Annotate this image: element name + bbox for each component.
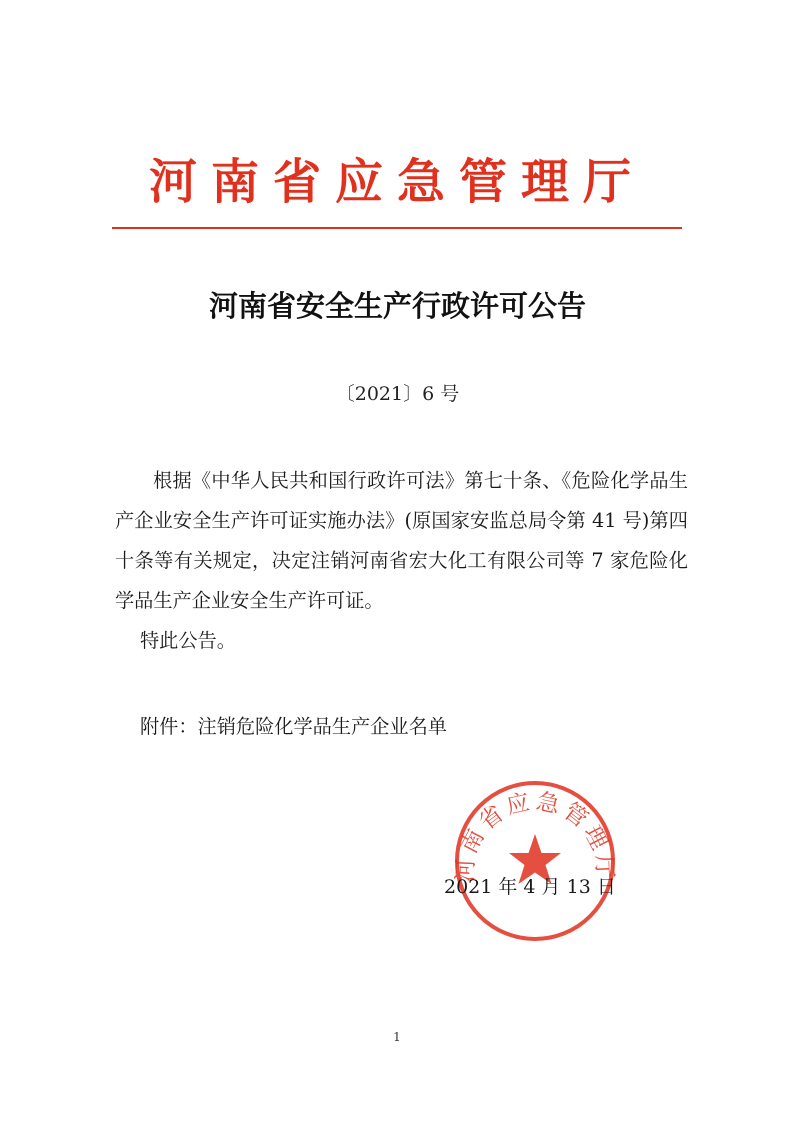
attachment-line: 附件：注销危险化学品生产企业名单 [140, 715, 447, 738]
document-number: 〔2021〕6 号 [335, 383, 460, 405]
document-body [115, 461, 688, 661]
seal-text: 河南省应急管理厅 [452, 788, 618, 883]
official-seal [452, 778, 618, 944]
body-paragraph: 根据《中华人民共和国行政许可法》第七十条、《危险化学品生产企业安全生产许可证实施办法》(原国家安监总局令第 41 号)第四十条等有关规定，决定注销河南省宏大化工有限公司等 7 家危险化学品生产企业安全生产许可证。 [115, 469, 688, 612]
closing-notice: 特此公告。 [140, 629, 236, 652]
org-header: 河南省应急管理厅 [148, 154, 645, 210]
header-divider [112, 227, 682, 229]
page-number: 1 [393, 1030, 401, 1044]
issue-date: 2021 年 4 月 13 日 [444, 876, 616, 898]
document-title: 河南省安全生产行政许可公告 [208, 289, 586, 323]
